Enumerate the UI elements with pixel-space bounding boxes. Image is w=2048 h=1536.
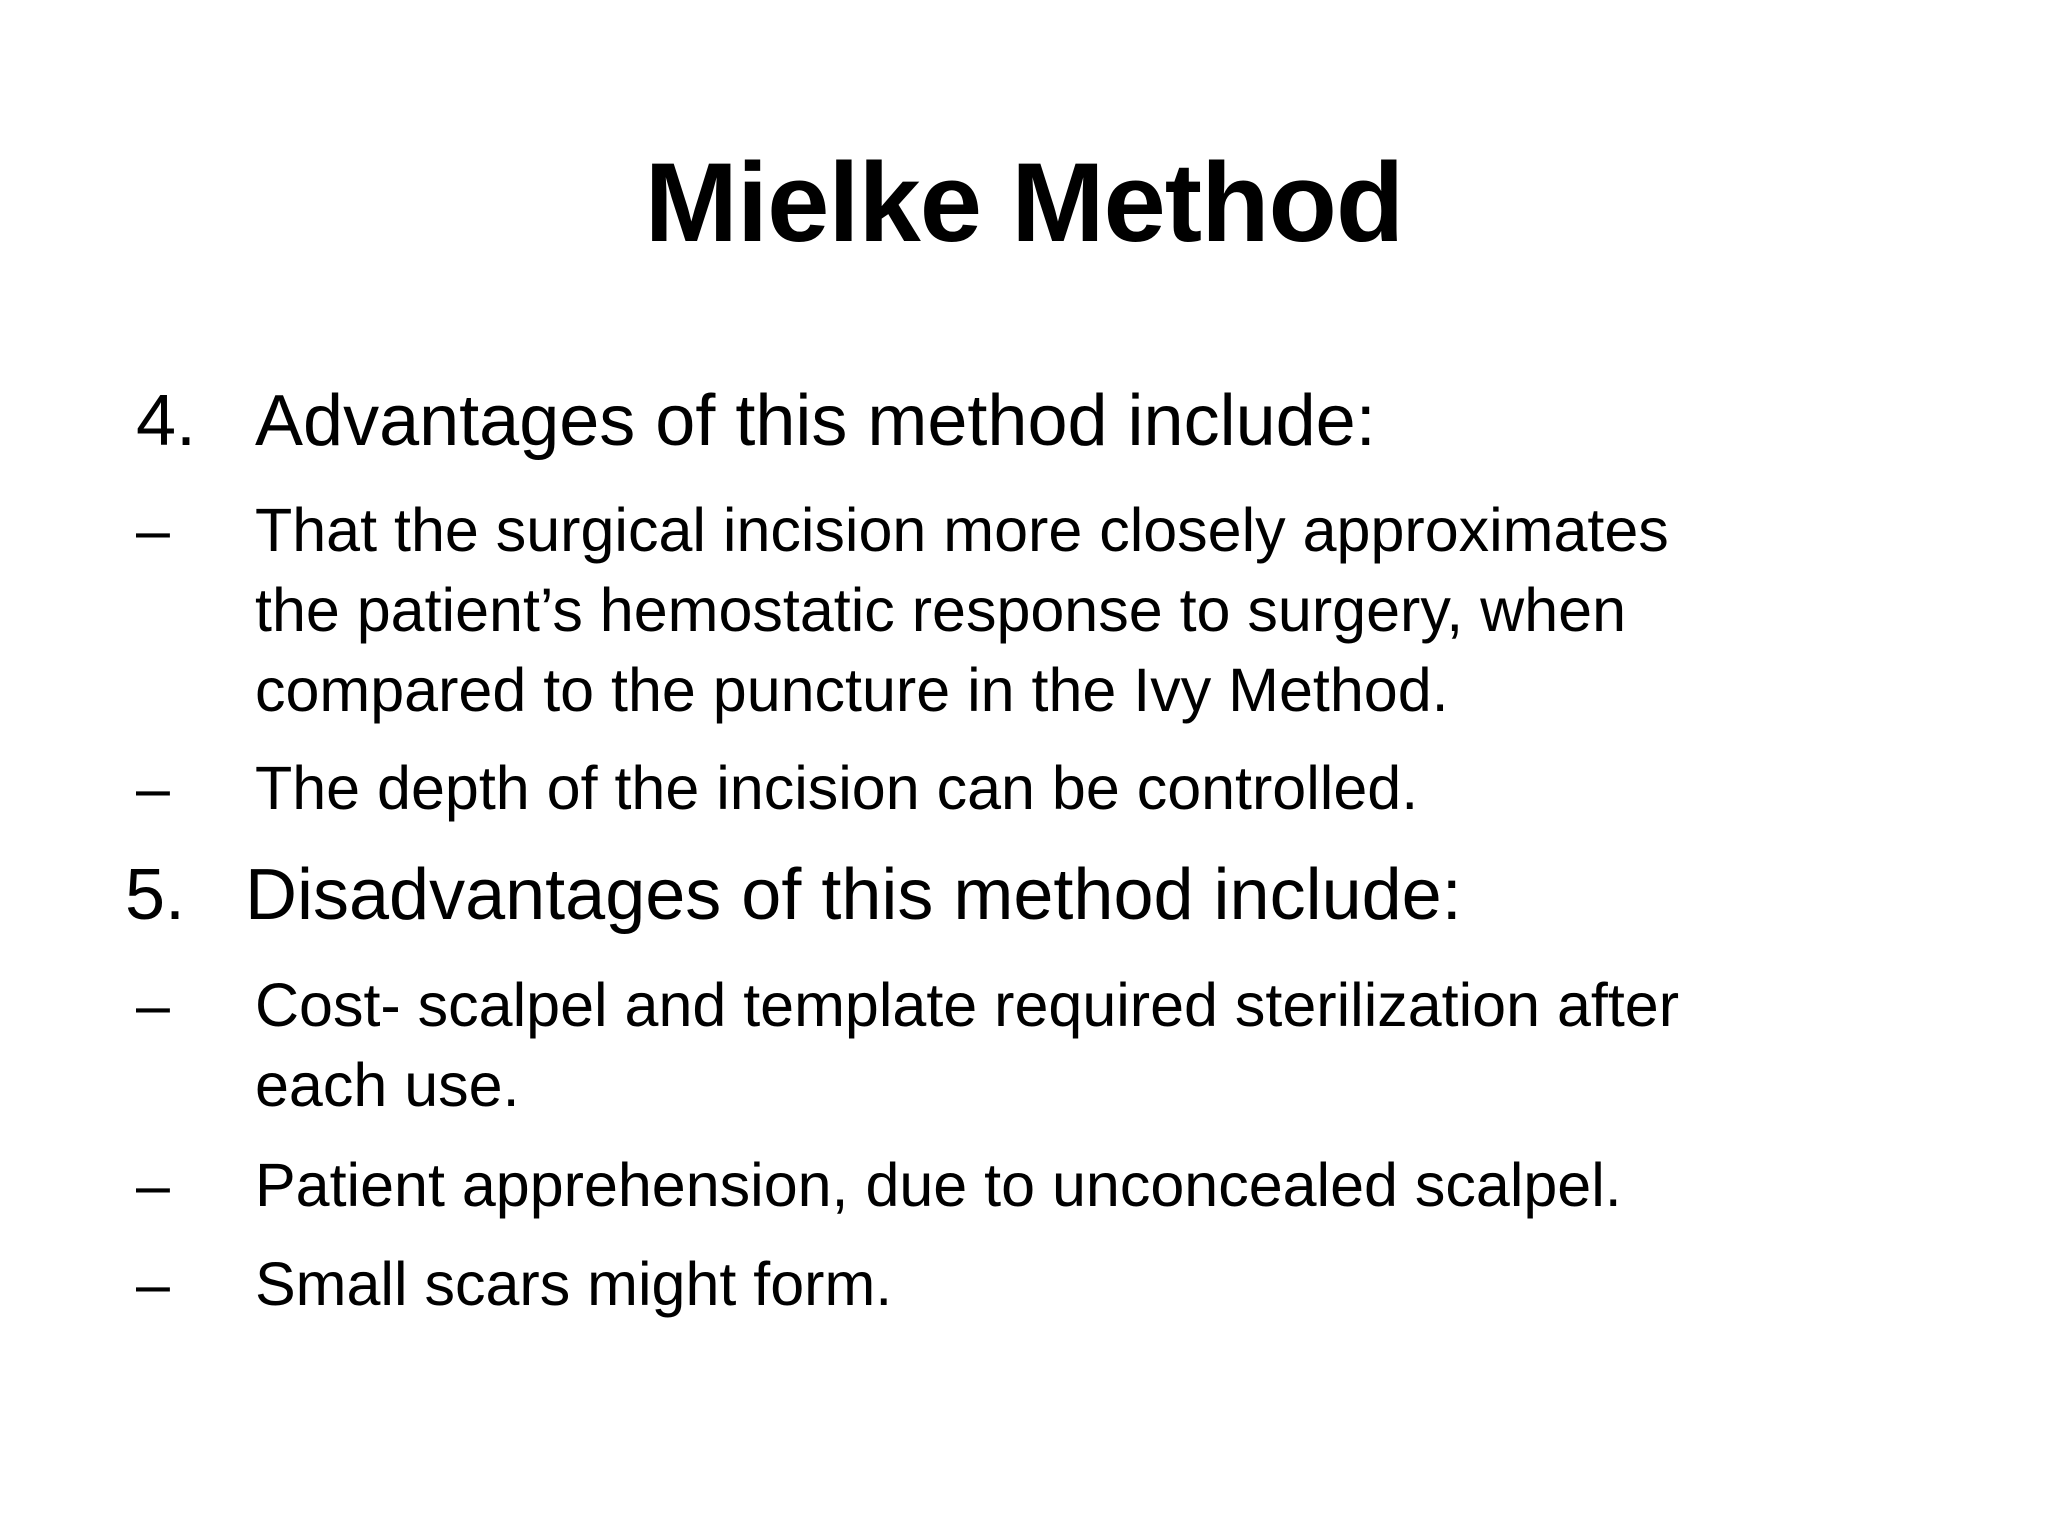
- dash-bullet-icon: –: [136, 754, 170, 822]
- list-number: 5.: [125, 855, 186, 935]
- item-line: Advantages of this method include:: [255, 381, 1376, 461]
- item-line: Cost- scalpel and template required sterilization after: [255, 971, 1680, 1039]
- item-line: compared to the puncture in the Ivy Method.: [255, 656, 1449, 724]
- dash-bullet-icon: –: [136, 496, 170, 564]
- item-line: Patient apprehension, due to unconcealed scalpel.: [255, 1151, 1622, 1219]
- item-text: [255, 490, 1669, 730]
- item-text: [245, 852, 1462, 938]
- item-line: The depth of the incision can be controlled.: [255, 754, 1419, 822]
- item-line: Small scars might form.: [255, 1250, 893, 1318]
- list-number: 4.: [136, 381, 197, 461]
- item-line: Disadvantages of this method include:: [245, 855, 1462, 935]
- item-line: each use.: [255, 1051, 520, 1119]
- item-line: That the surgical incision more closely approximates: [255, 496, 1669, 564]
- dash-bullet-icon: –: [136, 1151, 170, 1219]
- dash-bullet-icon: –: [136, 971, 170, 1039]
- item-text: [255, 378, 1376, 464]
- slide-title: Mielke Method: [644, 140, 1404, 265]
- item-text: [255, 1145, 1622, 1225]
- item-text: [255, 748, 1418, 828]
- item-text: [255, 1244, 892, 1324]
- item-line: the patient’s hemostatic response to surgery, when: [255, 576, 1627, 644]
- item-text: [255, 965, 1679, 1125]
- dash-bullet-icon: –: [136, 1250, 170, 1318]
